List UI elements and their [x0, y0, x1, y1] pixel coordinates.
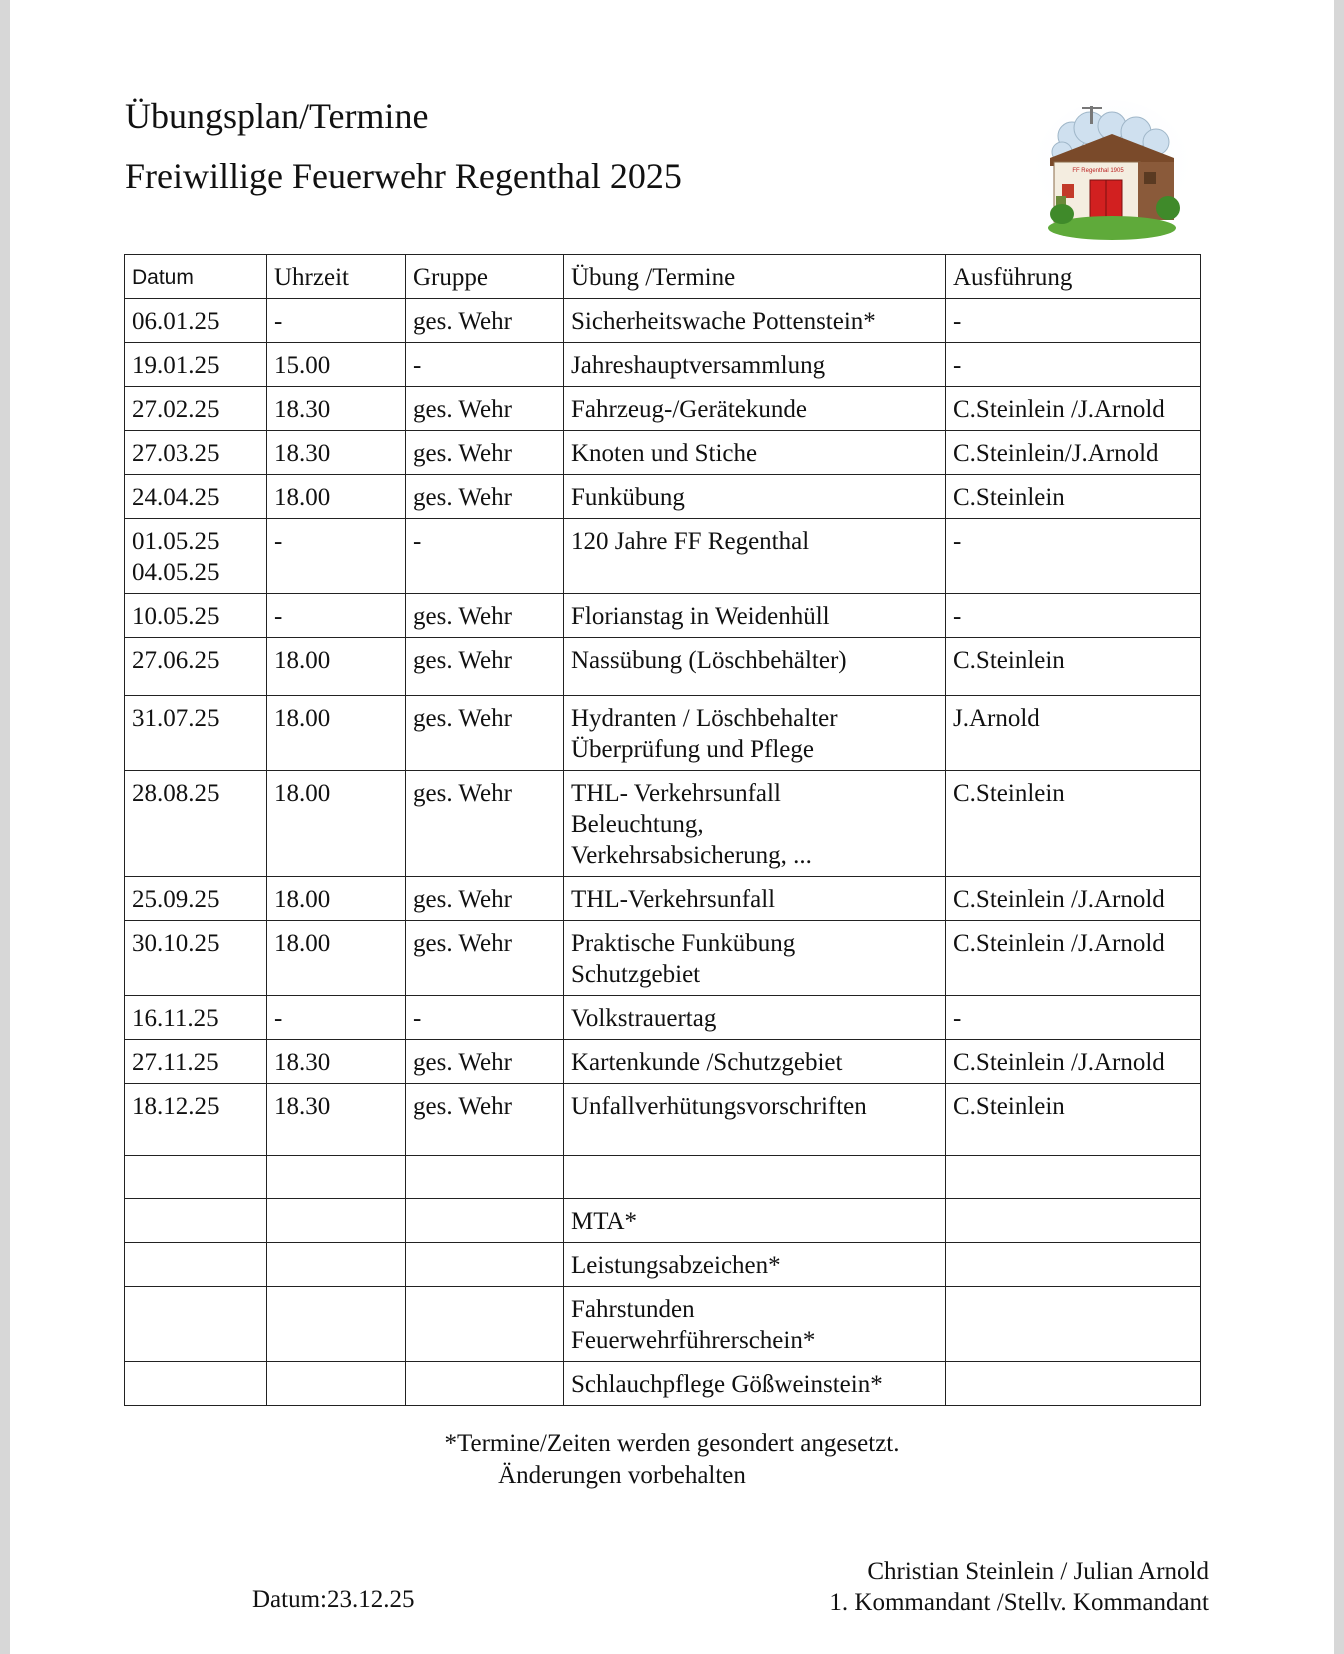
table-row [125, 431, 1201, 475]
title-line-2: Freiwillige Feuerwehr Regenthal 2025 [125, 156, 682, 196]
cell-uebung [564, 1040, 946, 1084]
cell-text: - [953, 308, 962, 335]
table-row [125, 1156, 1201, 1199]
cell-gruppe [406, 519, 564, 594]
cell-datum [125, 877, 267, 921]
cell-text: - [413, 352, 422, 379]
cell-text: ges. Wehr [413, 396, 512, 423]
cell-ausfuehrung [946, 1156, 1201, 1199]
table-row [125, 387, 1201, 431]
cell-text: ges. Wehr [413, 1093, 512, 1120]
cell-gruppe [406, 996, 564, 1040]
cell-text: 18.00 [274, 930, 331, 957]
cell-gruppe [406, 475, 564, 519]
table-row [125, 1040, 1201, 1084]
cell-datum [125, 343, 267, 387]
table-row [125, 299, 1201, 343]
cell-uhrzeit [267, 299, 406, 343]
cell-uhrzeit [267, 1287, 406, 1362]
footnote [0, 1428, 1344, 1492]
cell-datum [125, 1156, 267, 1199]
cell-text: ges. Wehr [413, 705, 512, 732]
cell-text: C.Steinlein [953, 484, 1065, 511]
cell-gruppe [406, 1084, 564, 1156]
column-header-ausfuehrung: Ausführung [946, 255, 1201, 299]
column-header-uebung: Übung /Termine [564, 255, 946, 299]
table-row [125, 921, 1201, 996]
table-row [125, 594, 1201, 638]
cell-uhrzeit [267, 877, 406, 921]
cell-text: 16.11.25 [132, 1005, 219, 1032]
cell-ausfuehrung [946, 299, 1201, 343]
cell-text: 18.00 [274, 886, 331, 913]
cell-text: ges. Wehr [413, 647, 512, 674]
cell-text: THL-Verkehrsunfall [571, 886, 776, 913]
cell-text: - [274, 1005, 283, 1032]
cell-uhrzeit [267, 921, 406, 996]
cell-uebung [564, 387, 946, 431]
cell-ausfuehrung [946, 1040, 1201, 1084]
cell-text: 18.30 [274, 396, 331, 423]
cell-ausfuehrung [946, 1199, 1201, 1243]
cell-text: 120 Jahre FF Regenthal [571, 528, 810, 555]
cell-uhrzeit [267, 638, 406, 696]
table-row [125, 638, 1201, 696]
table-row [125, 1084, 1201, 1156]
cell-uebung [564, 771, 946, 877]
cell-datum [125, 921, 267, 996]
cell-text: 27.03.25 [132, 440, 220, 467]
cell-uhrzeit [267, 519, 406, 594]
cell-gruppe [406, 387, 564, 431]
table-row [125, 1199, 1201, 1243]
cell-text: - [274, 528, 283, 555]
cell-uebung [564, 1287, 946, 1362]
cell-uhrzeit [267, 431, 406, 475]
column-header-gruppe: Gruppe [406, 255, 564, 299]
cell-text: 27.11.25 [132, 1049, 219, 1076]
cell-datum [125, 1243, 267, 1287]
cell-ausfuehrung [946, 638, 1201, 696]
cell-uebung [564, 1243, 946, 1287]
cell-text: C.Steinlein [953, 780, 1065, 807]
cell-text: Fahrzeug-/Gerätekunde [571, 396, 807, 423]
cell-text: 19.01.25 [132, 352, 220, 379]
cell-text: Sicherheitswache Pottenstein* [571, 308, 876, 335]
cell-text: C.Steinlein /J.Arnold [953, 886, 1165, 913]
cell-uhrzeit [267, 1362, 406, 1406]
cell-text: - [953, 1005, 962, 1032]
cell-ausfuehrung [946, 996, 1201, 1040]
cell-datum [125, 1287, 267, 1362]
cell-text: Jahreshauptversammlung [571, 352, 826, 379]
table-row [125, 1362, 1201, 1406]
table-body [125, 299, 1201, 1406]
cell-uebung [564, 1199, 946, 1243]
cell-text: Kartenkunde /Schutzgebiet [571, 1049, 843, 1076]
cell-uhrzeit [267, 387, 406, 431]
cell-text: Funkübung [571, 484, 685, 511]
cell-text: Leistungsabzeichen* [571, 1252, 781, 1279]
page-title [125, 86, 682, 206]
cell-uebung [564, 594, 946, 638]
cell-text: 31.07.25 [132, 705, 220, 732]
cell-uebung [564, 1084, 946, 1156]
signature-roles: 1. Kommandant /Stellv. Kommandant [829, 1589, 1209, 1616]
cell-gruppe [406, 1156, 564, 1199]
cell-text: - [953, 352, 962, 379]
cell-gruppe [406, 343, 564, 387]
cell-datum [125, 1040, 267, 1084]
cell-text: ges. Wehr [413, 603, 512, 630]
cell-ausfuehrung [946, 475, 1201, 519]
cell-text: J.Arnold [953, 705, 1040, 732]
cell-text: 15.00 [274, 352, 331, 379]
cell-gruppe [406, 638, 564, 696]
cell-text: Fahrstunden Feuerwehrführerschein* [571, 1296, 816, 1354]
cell-datum [125, 771, 267, 877]
cell-gruppe [406, 921, 564, 996]
cell-gruppe [406, 594, 564, 638]
cell-text: ges. Wehr [413, 886, 512, 913]
cell-text: 18.00 [274, 647, 331, 674]
cell-text: - [953, 603, 962, 630]
cell-text: C.Steinlein /J.Arnold [953, 1049, 1165, 1076]
column-header-datum: Datum [125, 255, 267, 299]
cell-datum [125, 1084, 267, 1156]
cell-uebung [564, 996, 946, 1040]
logo-text: FF Regenthal 1905 [1072, 168, 1124, 174]
cell-text: Unfallverhütungsvorschriften [571, 1093, 867, 1120]
cell-text: 18.00 [274, 705, 331, 732]
cell-uhrzeit [267, 475, 406, 519]
cell-gruppe [406, 877, 564, 921]
cell-datum [125, 996, 267, 1040]
cell-text: C.Steinlein /J.Arnold [953, 396, 1165, 423]
cell-text: - [274, 308, 283, 335]
cell-ausfuehrung [946, 431, 1201, 475]
cell-text: 18.00 [274, 484, 331, 511]
cell-text: ges. Wehr [413, 440, 512, 467]
signature-block [829, 1556, 1209, 1618]
cell-text: ges. Wehr [413, 930, 512, 957]
cell-text: ges. Wehr [413, 308, 512, 335]
cell-text: Praktische Funkübung Schutzgebiet [571, 930, 796, 988]
cell-gruppe [406, 431, 564, 475]
cell-text: THL- Verkehrsunfall Beleuchtung, Verkehrsabsicherung, ... [571, 780, 812, 869]
cell-text: 30.10.25 [132, 930, 220, 957]
cell-uhrzeit [267, 996, 406, 1040]
document-date: Datum:23.12.25 [252, 1586, 415, 1613]
footnote-line-2: Änderungen vorbehalten [498, 1462, 746, 1489]
cell-text: Volkstrauertag [571, 1005, 717, 1032]
table-row [125, 877, 1201, 921]
cell-uhrzeit [267, 771, 406, 877]
cell-text: C.Steinlein [953, 647, 1065, 674]
table-row [125, 996, 1201, 1040]
cell-gruppe [406, 1199, 564, 1243]
cell-text: C.Steinlein /J.Arnold [953, 930, 1165, 957]
cell-datum [125, 696, 267, 771]
cell-datum [125, 475, 267, 519]
cell-ausfuehrung [946, 696, 1201, 771]
title-line-1: Übungsplan/Termine [125, 96, 429, 136]
fire-station-logo [1032, 96, 1192, 244]
table-row [125, 343, 1201, 387]
cell-uhrzeit [267, 1156, 406, 1199]
cell-text: 18.00 [274, 780, 331, 807]
table-row [125, 696, 1201, 771]
cell-gruppe [406, 1040, 564, 1084]
cell-ausfuehrung [946, 1243, 1201, 1287]
cell-datum [125, 594, 267, 638]
cell-text: Schlauchpflege Gößweinstein* [571, 1371, 883, 1398]
cell-text: 28.08.25 [132, 780, 220, 807]
cell-text: 18.12.25 [132, 1093, 220, 1120]
cell-uebung [564, 1156, 946, 1199]
cell-ausfuehrung [946, 921, 1201, 996]
cell-gruppe [406, 771, 564, 877]
cell-ausfuehrung [946, 1287, 1201, 1362]
cell-gruppe [406, 1243, 564, 1287]
cell-datum [125, 638, 267, 696]
cell-text: 06.01.25 [132, 308, 220, 335]
cell-text: 18.30 [274, 1093, 331, 1120]
schedule-table [124, 254, 1201, 1406]
cell-ausfuehrung [946, 771, 1201, 877]
table-row [125, 519, 1201, 594]
cell-text: Hydranten / Löschbehalter Überprüfung und Pflege [571, 705, 838, 763]
cell-uhrzeit [267, 343, 406, 387]
table-row [125, 771, 1201, 877]
footnote-line-1: *Termine/Zeiten werden gesondert angesetzt. [444, 1430, 900, 1457]
cell-uhrzeit [267, 1084, 406, 1156]
table-row [125, 475, 1201, 519]
cell-uhrzeit [267, 1199, 406, 1243]
cell-uebung [564, 696, 946, 771]
cell-text: 27.02.25 [132, 396, 220, 423]
cell-text: 18.30 [274, 1049, 331, 1076]
cell-datum [125, 387, 267, 431]
cell-text: ges. Wehr [413, 1049, 512, 1076]
cell-text: 01.05.25 04.05.25 [132, 528, 220, 586]
cell-text: 27.06.25 [132, 647, 220, 674]
cell-text: ges. Wehr [413, 484, 512, 511]
cell-datum [125, 1199, 267, 1243]
table-row [125, 1287, 1201, 1362]
cell-text: 10.05.25 [132, 603, 220, 630]
cell-gruppe [406, 1362, 564, 1406]
column-header-uhrzeit: Uhrzeit [267, 255, 406, 299]
cell-text: Nassübung (Löschbehälter) [571, 647, 847, 674]
cell-datum [125, 431, 267, 475]
cell-uhrzeit [267, 1040, 406, 1084]
cell-text: 25.09.25 [132, 886, 220, 913]
cell-text: C.Steinlein [953, 1093, 1065, 1120]
cell-ausfuehrung [946, 387, 1201, 431]
cell-uebung [564, 519, 946, 594]
cell-text: MTA* [571, 1208, 638, 1235]
cell-datum [125, 1362, 267, 1406]
cell-text: - [413, 1005, 422, 1032]
cell-datum [125, 519, 267, 594]
cell-text: Knoten und Stiche [571, 440, 758, 467]
cell-text: - [953, 528, 962, 555]
cell-ausfuehrung [946, 519, 1201, 594]
table-row [125, 1243, 1201, 1287]
cell-text: C.Steinlein/J.Arnold [953, 440, 1159, 467]
cell-uebung [564, 1362, 946, 1406]
cell-gruppe [406, 299, 564, 343]
cell-uebung [564, 431, 946, 475]
cell-uhrzeit [267, 1243, 406, 1287]
cell-uhrzeit [267, 594, 406, 638]
cell-text: - [274, 603, 283, 630]
cell-gruppe [406, 1287, 564, 1362]
cell-uebung [564, 921, 946, 996]
cell-ausfuehrung [946, 1362, 1201, 1406]
table-header-row [125, 255, 1201, 299]
cell-text: 18.30 [274, 440, 331, 467]
cell-datum [125, 299, 267, 343]
cell-ausfuehrung [946, 1084, 1201, 1156]
cell-text: 24.04.25 [132, 484, 220, 511]
cell-uhrzeit [267, 696, 406, 771]
cell-text: - [413, 528, 422, 555]
cell-uebung [564, 299, 946, 343]
cell-text: Florianstag in Weidenhüll [571, 603, 830, 630]
cell-uebung [564, 638, 946, 696]
cell-uebung [564, 475, 946, 519]
cell-ausfuehrung [946, 343, 1201, 387]
cell-ausfuehrung [946, 594, 1201, 638]
cell-ausfuehrung [946, 877, 1201, 921]
signature-names: Christian Steinlein / Julian Arnold [867, 1558, 1209, 1585]
cell-uebung [564, 343, 946, 387]
cell-text: ges. Wehr [413, 780, 512, 807]
cell-gruppe [406, 696, 564, 771]
cell-uebung [564, 877, 946, 921]
